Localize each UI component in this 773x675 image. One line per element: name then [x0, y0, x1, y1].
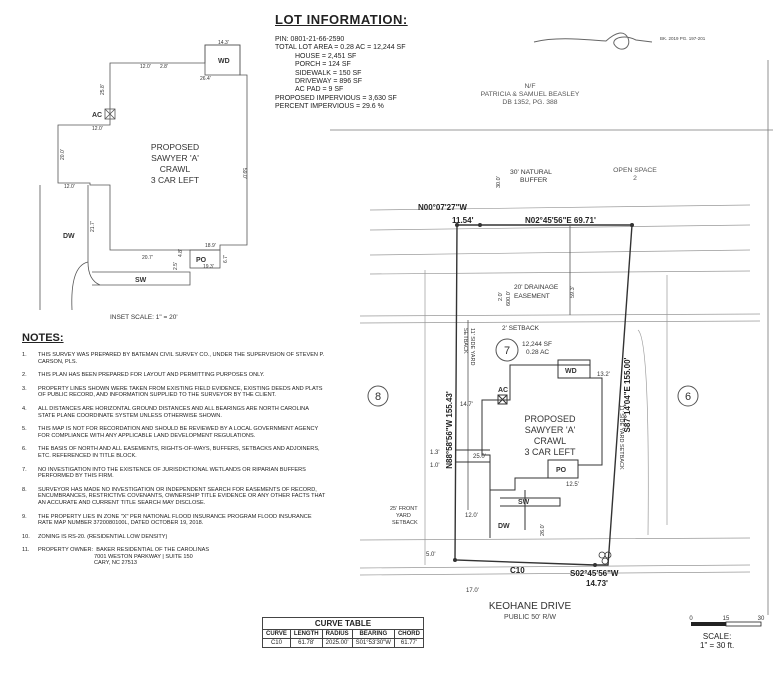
- lot-pin: PIN: 0801-21-66-2590: [275, 36, 345, 43]
- natural-buffer-line1: 30' NATURAL: [510, 169, 552, 176]
- bearing-north: N02°45'56"E 69.71': [525, 216, 596, 225]
- inset-dim-12-0b: 12.0': [92, 126, 103, 132]
- dim-1-0: 1.0': [430, 463, 440, 469]
- monument-sw: [453, 558, 457, 562]
- note-item: [22, 386, 327, 399]
- note-number: 4.: [22, 405, 27, 412]
- note-text: THIS SURVEY WAS PREPARED BY BATEMAN CIVIL SURVEY CO., UNDER THE SUPERVISION OF STEVEN P. CARSON, PLS.: [38, 352, 325, 365]
- distance-nw: 11.54': [452, 216, 474, 225]
- dim-12-5: 12.5': [566, 482, 579, 488]
- lot-house: HOUSE = 2,451 SF: [295, 52, 357, 60]
- note-text: ZONING IS RS-20. (RESIDENTIAL LOW DENSITY): [38, 533, 168, 540]
- driveway-outline: [490, 490, 525, 538]
- road-line-1: [360, 538, 750, 540]
- inset-dim-2-5: 2.5': [173, 262, 179, 270]
- monument-ne: [630, 223, 634, 227]
- signature-mark: [534, 33, 652, 49]
- adjoiner-name: PATRICIA & SAMUEL BEASLEY: [480, 91, 580, 98]
- note-item-owner: [22, 547, 327, 567]
- curve-table-header: RADIUS: [322, 630, 352, 639]
- note-number: 3.: [22, 385, 27, 392]
- lot-total-area: TOTAL LOT AREA = 0.28 AC = 12,244 SF: [275, 44, 406, 52]
- notes-list: [22, 352, 327, 574]
- dim-59-3: 59.3': [570, 286, 576, 298]
- right-side-yard: 11' SIDE YARD SETBACK: [618, 405, 624, 470]
- dim-17-0: 17.0': [466, 588, 479, 594]
- po-label: PO: [556, 467, 567, 474]
- inset-dim-21-7: 21.7': [90, 221, 96, 232]
- note-number: 10.: [22, 533, 30, 540]
- dim-1-3: 1.3': [430, 450, 440, 456]
- note-item: [22, 352, 327, 365]
- inset-po-label: PO: [196, 257, 207, 264]
- curve-table-cell: C10: [263, 639, 291, 648]
- note-item: [22, 406, 327, 419]
- notes-title: NOTES:: [22, 332, 64, 344]
- curve-table-row: [263, 639, 424, 648]
- dim-600: 600.0': [506, 291, 512, 306]
- lot-area-sf: 12,244 SF: [522, 341, 552, 348]
- inset-dim-59-0: 59.0': [241, 168, 247, 179]
- road-line-2: [360, 565, 750, 568]
- buffer-line-2: [370, 225, 750, 230]
- curve-table: [262, 617, 424, 648]
- inset-dim-4-8: 4.8': [178, 249, 184, 257]
- left-side-yard-line2: SETBACK: [462, 328, 468, 354]
- inset-house-line1: PROPOSED: [150, 142, 200, 152]
- front-setback-line3: SETBACK: [392, 520, 418, 526]
- scale-tick-30: 30: [757, 616, 765, 622]
- inset-dim-12-0c: 12.0': [64, 184, 75, 190]
- note-item: [22, 514, 327, 527]
- drainage-line2: EASEMENT: [514, 293, 550, 300]
- lot-driveway: DRIVEWAY = 896 SF: [295, 78, 362, 86]
- note-number: 6.: [22, 446, 27, 453]
- drainage-line1: 20' DRAINAGE: [514, 284, 559, 291]
- note-item: [22, 426, 327, 439]
- scale-label-line2: 1" = 30 ft.: [700, 641, 735, 650]
- scale-tick-0: 0: [689, 616, 693, 622]
- note-item: [22, 467, 327, 480]
- curve-table-cell: S01°53'30"W: [352, 639, 394, 648]
- left-side-yard-line1: 11' SIDE YARD: [469, 328, 475, 366]
- inset-dim-14-3: 14.3': [218, 40, 229, 46]
- open-space-line1: OPEN SPACE: [613, 167, 657, 174]
- open-space-line2: 2: [633, 175, 637, 182]
- curve-table-cell: 2025.00': [322, 639, 352, 648]
- inset-driveway: [40, 185, 100, 310]
- lot-6-number: 6: [684, 391, 692, 403]
- bearing-east: S87°14'04"E 155.00': [623, 357, 632, 433]
- owner-line3: CARY, NC 27513: [94, 560, 138, 567]
- inset-drawing: [0, 0, 260, 330]
- scale-bar-white: [726, 622, 761, 626]
- dim-12-0: 12.0': [465, 513, 478, 519]
- dim-26-0: 26.0': [540, 524, 546, 536]
- sw-label: SW: [518, 499, 530, 506]
- curve-table-header: CHORD: [394, 630, 423, 639]
- front-setback-line1: 25' FRONT: [390, 506, 418, 512]
- lot-info-title: LOT INFORMATION:: [275, 12, 408, 27]
- inset-dim-26-4: 26.4': [200, 76, 211, 82]
- note-number: 2.: [22, 372, 27, 379]
- curve-table-cell: 61.77': [394, 639, 423, 648]
- lot-sidewalk: SIDEWALK = 150 SF: [295, 69, 362, 77]
- note-text: SURVEYOR HAS MADE NO INVESTIGATION OR INDEPENDENT SEARCH FOR EASEMENTS OF RECORD, ENCUMBRANCES, RESTRICTIVE COVENANTS, OWNERSHIP TITLE EVIDENCE OR ANY OTHER FACTS THAT AN ACCURATE AND CURRENT TITLE SEARCH MAY DISCLOSE.: [38, 486, 326, 506]
- scale-label: [700, 632, 734, 650]
- inset-dim-12-0a: 12.0': [140, 64, 151, 70]
- book-reference: BK. 2019 PG. 197-201: [660, 36, 706, 41]
- lot-8-number: 8: [374, 391, 382, 403]
- front-setback-line2: YARD: [396, 513, 411, 519]
- curve-label: C10: [510, 566, 525, 575]
- owner-line2: 7001 WESTON PARKWAY | SUITE 150: [94, 553, 193, 560]
- note-text: NO INVESTIGATION INTO THE EXISTENCE OF JURISDICTIONAL WETLANDS OR RIPARIAN BUFFERS PERFORMED BY THIS FIRM.: [38, 466, 306, 480]
- lot-7-number: 7: [503, 345, 511, 357]
- sidewalk-outline: [500, 498, 560, 506]
- note-text: THIS PLAN HAS BEEN PREPARED FOR LAYOUT AND PERMITTING PURPOSES ONLY.: [38, 372, 265, 379]
- wd-label: WD: [565, 368, 577, 375]
- note-text: THE BASIS OF NORTH AND ALL EASEMENTS, RIGHTS-OF-WAYS, BUFFERS, SETBACKS AND ADJOINERS, ETC. REFERENCED IN TITLE BLOCK.: [38, 446, 320, 459]
- dw-label: DW: [498, 523, 510, 530]
- note-item: [22, 372, 327, 379]
- buffer-dim: 30.0': [496, 176, 502, 188]
- lot-porch: PORCH = 124 SF: [295, 61, 351, 69]
- curve-table-header: BEARING: [352, 630, 394, 639]
- note-text: THIS MAP IS NOT FOR RECORDATION AND SHOULD BE REVIEWED BY A LOCAL GOVERNMENT AGENCY FOR COMPLIANCE WITH ANY APPLICABLE LAND DEVELOPMENT REGULATIONS.: [38, 426, 319, 439]
- inset-dim-19-3: 19.3': [203, 264, 214, 270]
- easement-line-1: [370, 250, 750, 255]
- house-line4: 3 CAR LEFT: [524, 447, 576, 457]
- note-item: [22, 446, 327, 459]
- inset-house-line2: SAWYER 'A': [151, 153, 199, 163]
- setback-line-1: [360, 314, 760, 316]
- inset-sw-label: SW: [135, 277, 147, 284]
- inset-dim-6-7: 6.7': [223, 255, 229, 263]
- setback-2-label: 2' SETBACK: [502, 325, 540, 332]
- note-item: [22, 534, 327, 541]
- owner-block: [38, 547, 327, 567]
- note-number: 5.: [22, 426, 27, 433]
- dim-5-0: 5.0': [426, 552, 436, 558]
- inset-house-line4: 3 CAR LEFT: [150, 175, 200, 185]
- scale-bar: [685, 612, 770, 632]
- site-plan: [330, 60, 773, 615]
- road-line-3: [360, 572, 750, 575]
- curve-table-header: CURVE: [263, 630, 291, 639]
- inset-dim-2-8: 2.8': [160, 64, 168, 70]
- monument-n: [478, 223, 482, 227]
- dim-2-0: 2.0': [498, 292, 504, 301]
- note-number: 8.: [22, 486, 27, 493]
- right-setback-curve: [638, 330, 648, 535]
- inset-dim-25-8: 25.8': [100, 84, 106, 95]
- curve-table-header-row: [263, 630, 424, 639]
- scale-label-line1: SCALE:: [702, 632, 732, 641]
- dim-14-7: 14.7': [460, 402, 473, 408]
- lot-ac-pad: AC PAD = 9 SF: [295, 86, 344, 94]
- signature-stamp: [528, 22, 773, 62]
- curve-table-title: CURVE TABLE: [263, 618, 424, 630]
- note-number: 1.: [22, 352, 27, 358]
- lot-impervious: PROPOSED IMPERVIOUS = 3,630 SF: [275, 94, 397, 102]
- inset-dim-18-9: 18.9': [205, 243, 216, 249]
- monument-s: [593, 563, 597, 567]
- curve-table-header: LENGTH: [290, 630, 322, 639]
- dim-25-0: 25.0': [473, 454, 486, 460]
- road-rw: PUBLIC 50' R/W: [504, 614, 556, 621]
- scale-bar-black: [691, 622, 726, 626]
- note-item: [22, 487, 327, 507]
- owner-line1: BAKER RESIDENTIAL OF THE CAROLINAS: [96, 547, 210, 554]
- lot-boundary: [455, 225, 632, 565]
- inset-driveway-curve: [72, 262, 88, 310]
- inset-house-line3: CRAWL: [159, 164, 191, 174]
- note-number: 9.: [22, 513, 27, 520]
- note-number: 11.: [22, 547, 30, 554]
- setback-line-2: [360, 321, 760, 323]
- curve-table-cell: 61.78': [290, 639, 322, 648]
- inset-dim-20-0: 20.0': [60, 149, 66, 160]
- note-text: PROPERTY LINES SHOWN WERE TAKEN FROM EXISTING FIELD EVIDENCE, EXISTING DEEDS AND PLATS OF PUBLIC RECORD, AND INFORMATION SUPPLIED TO THE SURVEYOR BY THE CLIENT.: [38, 385, 323, 399]
- dim-13-2: 13.2': [597, 372, 610, 378]
- ac-label: AC: [498, 387, 509, 394]
- inset-scale: INSET SCALE: 1" = 20': [110, 314, 178, 321]
- bearing-west: N88°58'56"W 155.43': [445, 391, 454, 469]
- lot-percent-impervious: PERCENT IMPERVIOUS = 29.6 %: [275, 103, 384, 111]
- adjoiner-nf: N/F: [524, 83, 536, 90]
- lot-area-ac: 0.28 AC: [526, 349, 550, 356]
- house-line3: CRAWL: [533, 436, 567, 446]
- distance-south: 14.73': [586, 579, 608, 588]
- road-name: KEOHANE DRIVE: [488, 601, 572, 612]
- note-number: 7.: [22, 466, 27, 473]
- adjoiner-deed: DB 1352, PG. 388: [502, 99, 558, 106]
- house-line1: PROPOSED: [524, 414, 576, 424]
- scale-tick-15: 15: [722, 616, 730, 622]
- utility-marker-3: [602, 558, 608, 564]
- natural-buffer-line2: BUFFER: [520, 177, 548, 184]
- bearing-nw: N00°07'27"W: [418, 203, 467, 212]
- owner-label: PROPERTY OWNER:: [38, 547, 94, 554]
- easement-line-2: [370, 271, 750, 274]
- house-line2: SAWYER 'A': [524, 425, 576, 435]
- note-text: THE PROPERTY LIES IN ZONE "X" PER NATIONAL FLOOD INSURANCE PROGRAM FLOOD INSURANCE RATE MAP NUMBER 3720080100L, DATED OCTOBER 19, 2018.: [38, 513, 312, 527]
- inset-dim-20-7: 20.7': [142, 255, 153, 261]
- inset-dw-label: DW: [63, 233, 75, 240]
- inset-wd-label: WD: [218, 58, 230, 65]
- inset-ac-label: AC: [92, 112, 103, 119]
- note-text: ALL DISTANCES ARE HORIZONTAL GROUND DISTANCES AND ALL BEARINGS ARE NORTH CAROLINA STATE PLANE COORDINATE SYSTEM UNLESS OTHERWISE SHOWN.: [38, 405, 309, 419]
- utility-marker-1: [599, 552, 605, 558]
- bearing-south: S02°45'56"W: [570, 569, 619, 578]
